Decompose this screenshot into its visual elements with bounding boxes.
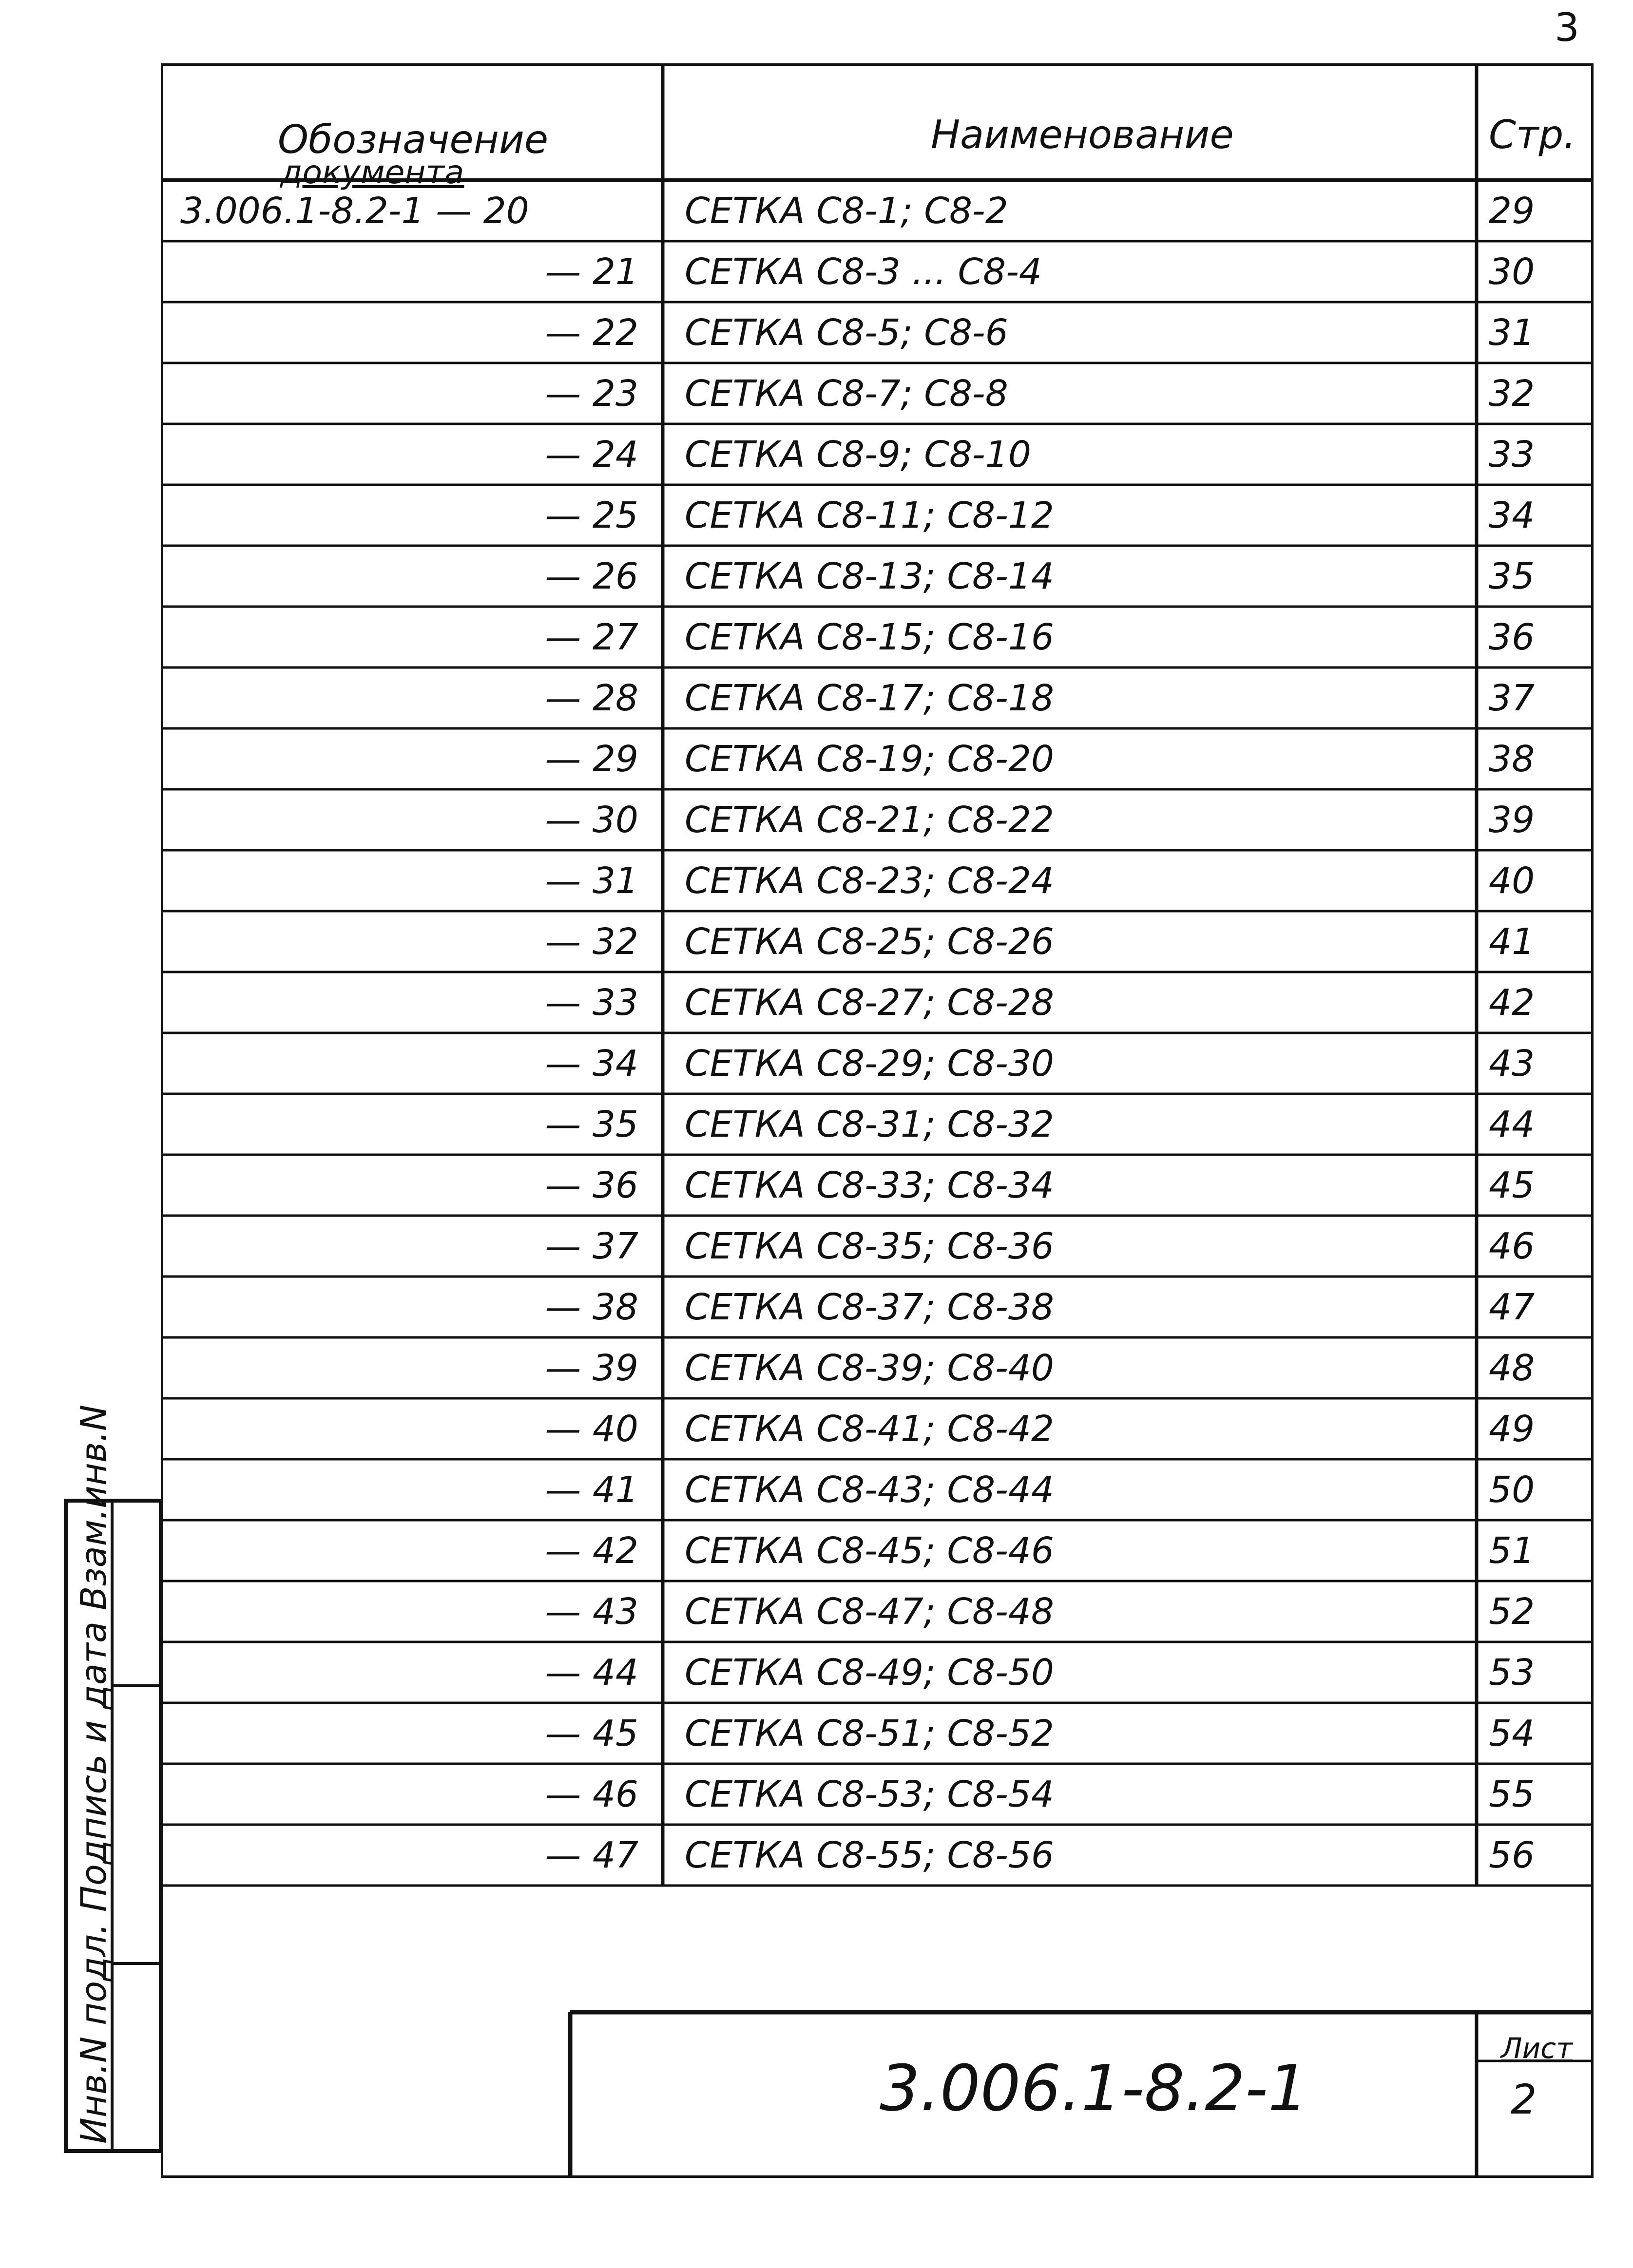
row-code: — 27 [545,616,638,658]
side-stamp: Инв.N подл. Подпись и дата Взам.инв.N [73,1404,114,2144]
row-page: 35 [1489,555,1535,597]
row-code: — 32 [545,920,638,963]
row-code: — 22 [545,311,638,354]
row-code: — 45 [545,1712,638,1754]
row-page: 53 [1489,1651,1535,1694]
row-page: 51 [1489,1529,1535,1572]
row-page: 38 [1489,738,1535,780]
row-page: 37 [1489,677,1535,719]
row-code: — 39 [545,1347,638,1389]
row-page: 43 [1489,1042,1535,1085]
row-name: СЕТКА С8-31; С8-32 [685,1103,1054,1145]
header-page: Стр. [1489,112,1576,157]
row-code: — 34 [545,1042,638,1085]
row-code: — 25 [545,494,638,536]
row-name: СЕТКА С8-15; С8-16 [685,616,1054,658]
header-designation-sub: документа [280,153,464,191]
row-code: — 21 [545,250,638,293]
row-name: СЕТКА С8-25; С8-26 [685,920,1054,963]
row-page: 50 [1489,1468,1535,1511]
row-code: — 43 [545,1590,638,1633]
row-page: 41 [1489,920,1535,963]
row-code: — 41 [545,1468,638,1511]
row-name: СЕТКА С8-5; С8-6 [685,311,1008,354]
row-code: — 35 [545,1103,638,1145]
row-name: СЕТКА С8-51; С8-52 [685,1712,1054,1754]
row-page: 47 [1489,1286,1535,1328]
row-code: — 42 [545,1529,638,1572]
row-name: СЕТКА С8-27; С8-28 [685,981,1054,1024]
row-code: — 29 [545,738,638,780]
row-page: 31 [1489,311,1535,354]
row-code: — 31 [545,859,638,902]
document-frame [161,63,1594,2178]
title-block-sheet-number: 2 [1511,2076,1537,2123]
row-name: СЕТКА С8-43; С8-44 [685,1468,1054,1511]
row-code: — 24 [545,433,638,476]
row-code: — 40 [545,1408,638,1450]
row-code: — 26 [545,555,638,597]
row-name: СЕТКА С8-55; С8-56 [685,1834,1054,1876]
row-name: СЕТКА С8-23; С8-24 [685,859,1054,902]
row-name: СЕТКА С8-21; С8-22 [685,799,1054,841]
row-name: СЕТКА С8-47; С8-48 [685,1590,1054,1633]
row-page: 49 [1489,1408,1535,1450]
row-name: СЕТКА С8-39; С8-40 [685,1347,1054,1389]
row-page: 42 [1489,981,1535,1024]
row-code: — 23 [545,372,638,415]
row-code: — 38 [545,1286,638,1328]
row-page: 44 [1489,1103,1535,1145]
row-name: СЕТКА С8-7; С8-8 [685,372,1008,415]
row-page: 56 [1489,1834,1535,1876]
row-page: 55 [1489,1773,1535,1815]
row-code: 3.006.1-8.2-1 — 20 [180,190,529,232]
row-name: СЕТКА С8-49; С8-50 [685,1651,1054,1694]
row-name: СЕТКА С8-9; С8-10 [685,433,1031,476]
row-name: СЕТКА С8-3 ... С8-4 [685,250,1042,293]
row-name: СЕТКА С8-41; С8-42 [685,1408,1054,1450]
row-page: 32 [1489,372,1535,415]
row-page: 40 [1489,859,1535,902]
row-code: — 46 [545,1773,638,1815]
row-page: 45 [1489,1164,1535,1206]
row-name: СЕТКА С8-17; С8-18 [685,677,1054,719]
row-code: — 30 [545,799,638,841]
header-designation: Обозначение [278,117,549,162]
title-block-sheet-label: Лист [1501,2032,1573,2065]
row-page: 29 [1489,190,1535,232]
row-code: — 33 [545,981,638,1024]
row-name: СЕТКА С8-13; С8-14 [685,555,1054,597]
row-name: СЕТКА С8-33; С8-34 [685,1164,1054,1206]
row-name: СЕТКА С8-29; С8-30 [685,1042,1054,1085]
row-name: СЕТКА С8-1; С8-2 [685,190,1008,232]
row-name: СЕТКА С8-37; С8-38 [685,1286,1054,1328]
row-code: — 37 [545,1225,638,1267]
page-number: 3 [1555,5,1579,50]
row-name: СЕТКА С8-35; С8-36 [685,1225,1054,1267]
row-page: 30 [1489,250,1535,293]
row-page: 36 [1489,616,1535,658]
row-name: СЕТКА С8-11; С8-12 [685,494,1054,536]
row-page: 39 [1489,799,1535,841]
row-code: — 36 [545,1164,638,1206]
title-block-code: 3.006.1-8.2-1 [880,2051,1308,2125]
row-page: 34 [1489,494,1535,536]
row-page: 46 [1489,1225,1535,1267]
row-page: 33 [1489,433,1535,476]
row-page: 54 [1489,1712,1535,1754]
row-name: СЕТКА С8-45; С8-46 [685,1529,1054,1572]
header-name: Наименование [931,112,1234,157]
row-code: — 47 [545,1834,638,1876]
row-page: 48 [1489,1347,1535,1389]
row-name: СЕТКА С8-19; С8-20 [685,738,1054,780]
row-code: — 28 [545,677,638,719]
row-page: 52 [1489,1590,1535,1633]
row-name: СЕТКА С8-53; С8-54 [685,1773,1054,1815]
row-code: — 44 [545,1651,638,1694]
